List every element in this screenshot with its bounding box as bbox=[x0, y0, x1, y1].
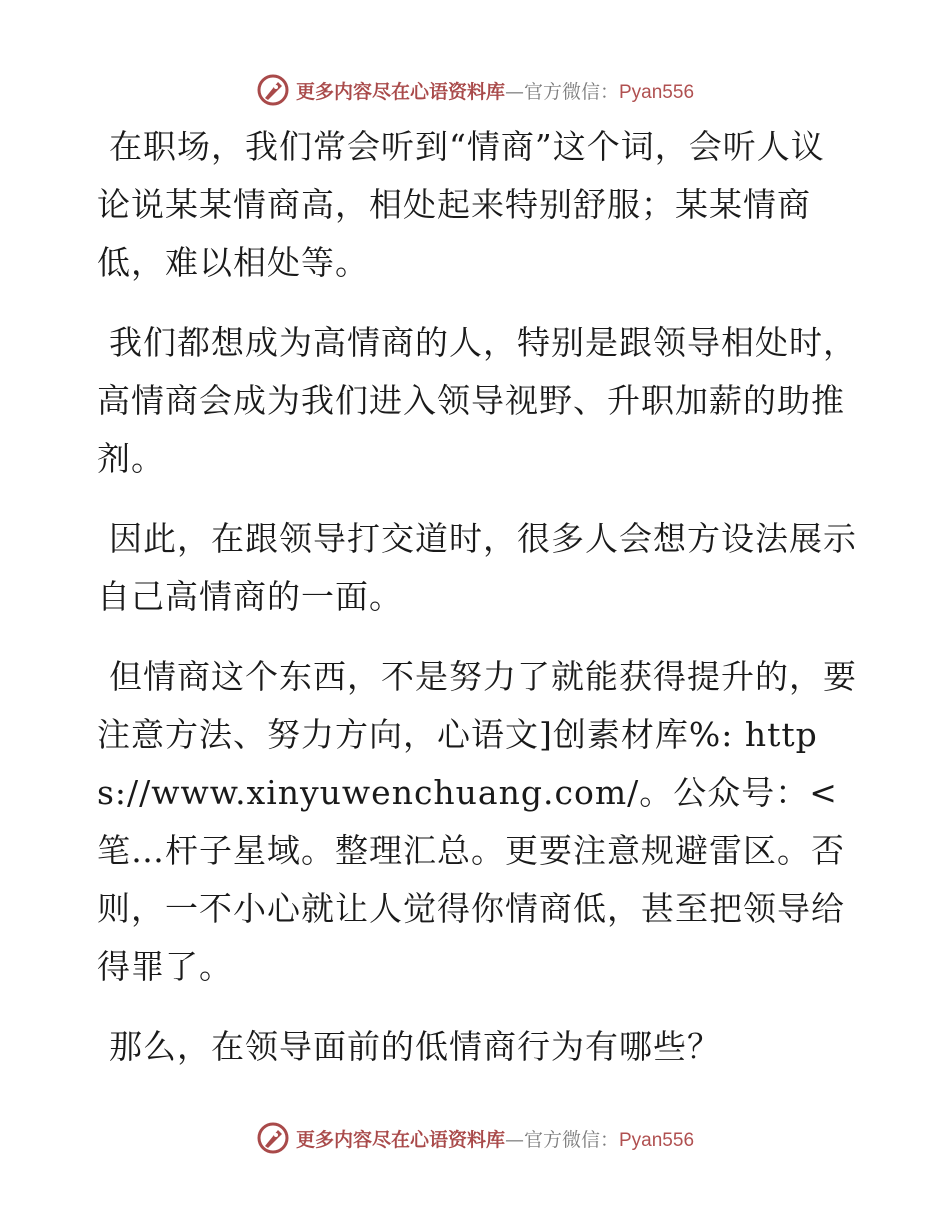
paragraph-4-text: 但情商这个东西，不是努力了就能获得提升的，要注意方法、努力方向，心语文]创素材库%: https://www.xinyuwenchuang.com/。公众号：<笔…杆子星域。整理汇总。更要注意规避雷区。否则，一不小心就让人觉得你情商低，甚至把领导给得罪了。 bbox=[97, 657, 857, 986]
pen-nib-circle-icon bbox=[256, 73, 290, 107]
header-banner-text bbox=[296, 77, 694, 104]
pen-nib-circle-icon bbox=[256, 1121, 290, 1155]
paragraph-5 bbox=[97, 1018, 857, 1076]
footer-banner-text bbox=[296, 1125, 694, 1152]
footer-wechat-handle: Pyan556 bbox=[619, 1129, 695, 1151]
paragraph-3-text: 因此，在跟领导打交道时，很多人会想方设法展示自己高情商的一面。 bbox=[97, 519, 857, 616]
paragraph-2 bbox=[97, 314, 857, 488]
footer-site-text: 更多内容尽在心语资料库 bbox=[295, 1128, 505, 1151]
paragraph-5-text: 那么，在领导面前的低情商行为有哪些？ bbox=[109, 1027, 721, 1066]
paragraph-2-text: 我们都想成为高情商的人，特别是跟领导相处时，高情商会成为我们进入领导视野、升职加薪的助推剂。 bbox=[97, 323, 857, 478]
paragraph-1-text: 在职场，我们常会听到“情商”这个词，会听人议论说某某情商高，相处起来特别舒服；某某情商低，难以相处等。 bbox=[97, 127, 825, 282]
paragraph-4 bbox=[97, 648, 857, 996]
header-separator: — bbox=[504, 80, 524, 103]
footer-separator: — bbox=[504, 1128, 524, 1151]
document-body bbox=[97, 118, 857, 1098]
header-banner-inner bbox=[256, 73, 694, 107]
header-site-text: 更多内容尽在心语资料库 bbox=[295, 80, 505, 103]
header-wechat-handle: Pyan556 bbox=[619, 81, 695, 103]
footer-wechat-label: 官方微信： bbox=[523, 1128, 619, 1151]
header-wechat-label: 官方微信： bbox=[523, 80, 619, 103]
footer-banner-inner bbox=[256, 1121, 694, 1155]
header-banner bbox=[0, 70, 950, 110]
paragraph-3 bbox=[97, 510, 857, 626]
footer-banner bbox=[0, 1118, 950, 1158]
paragraph-1 bbox=[97, 118, 857, 292]
